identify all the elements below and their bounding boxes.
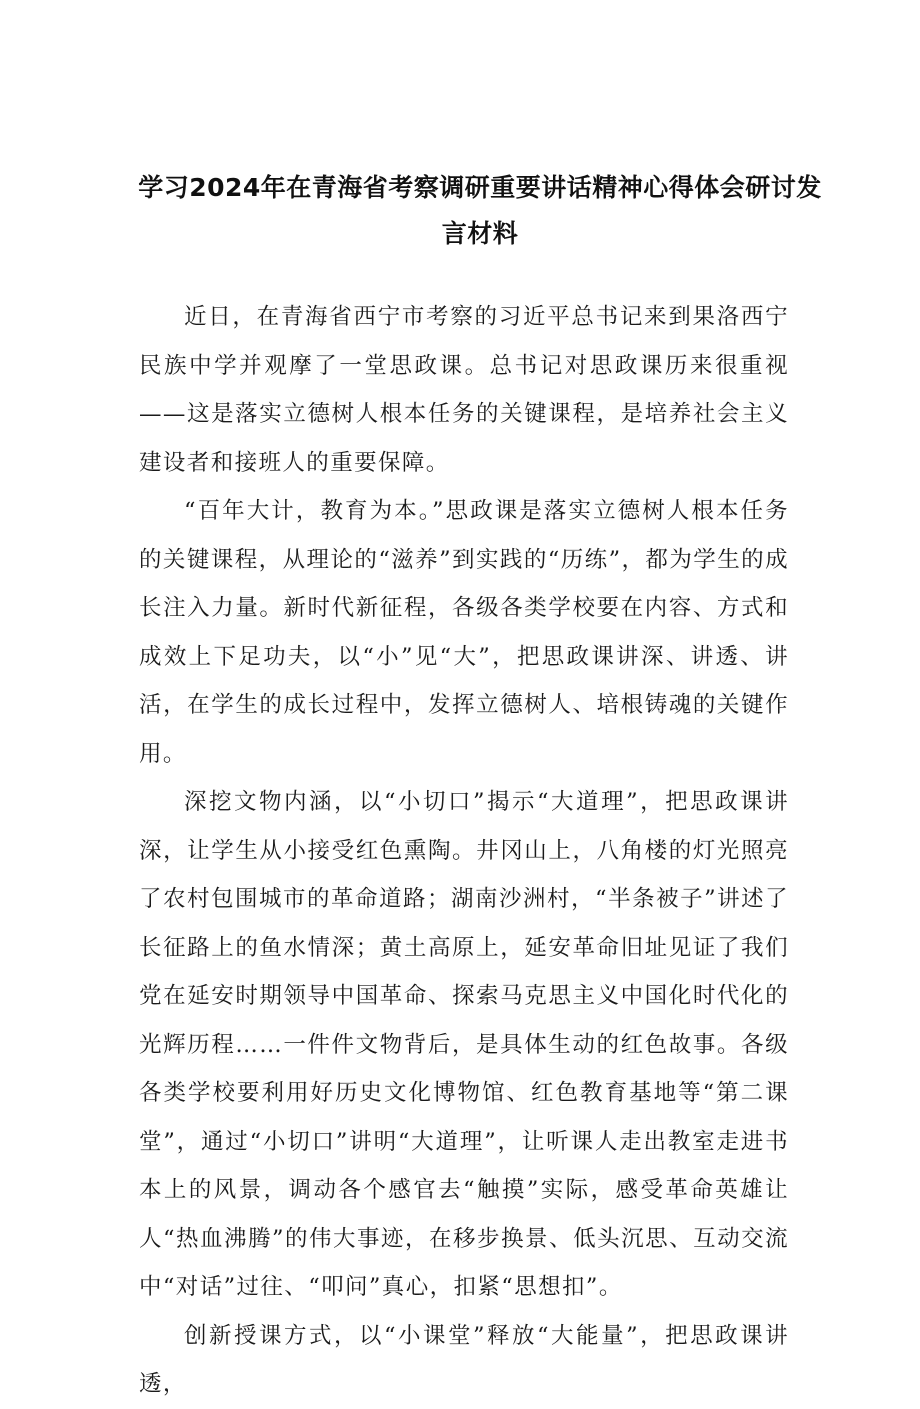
- document-title: 学习2024年在青海省考察调研重要讲话精神心得体会研讨发言材料: [138, 173, 822, 248]
- paragraph: 创新授课方式，以“小课堂”释放“大能量”，把思政课讲透，: [139, 1322, 789, 1397]
- paragraph: 深挖文物内涵，以“小切口”揭示“大道理”，把思政课讲深，让学生从小接受红色熏陶。井冈山上，八角楼的灯光照亮了农村包围城市的革命道路；湖南沙洲村，“半条被子”讲述了长征路上的鱼水情深；黄土高原上，延安革命旧址见证了我们党在延安时期领导中国革命、探索马克思主义中国化时代化的光辉历程……一件件文物背后，是具体生动的红色故事。各级各类学校要利用好历史文化博物馆、红色教育基地等“第二课堂”，通过“小切口”讲明“大道理”，让听课人走出教室走进书本上的风景，调动各个感官去“触摸”实际，感受革命英雄让人“热血沸腾”的伟大事迹，在移步换景、低头沉思、互动交流中“对话”过往、“叩问”真心，扣紧“思想扣”。: [139, 789, 789, 1300]
- paragraph: 近日，在青海省西宁市考察的习近平总书记来到果洛西宁民族中学并观摩了一堂思政课。总书记对思政课历来很重视——这是落实立德树人根本任务的关键课程，是培养社会主义建设者和接班人的重要保障。: [139, 304, 789, 476]
- document-body: [139, 293, 789, 1397]
- paragraph: “百年大计，教育为本。”思政课是落实立德树人根本任务的关键课程，从理论的“滋养”到实践的“历练”，都为学生的成长注入力量。新时代新征程，各级各类学校要在内容、方式和成效上下足功夫，以“小”见“大”，把思政课讲深、讲透、讲活，在学生的成长过程中，发挥立德树人、培根铸魂的关键作用。: [139, 498, 789, 767]
